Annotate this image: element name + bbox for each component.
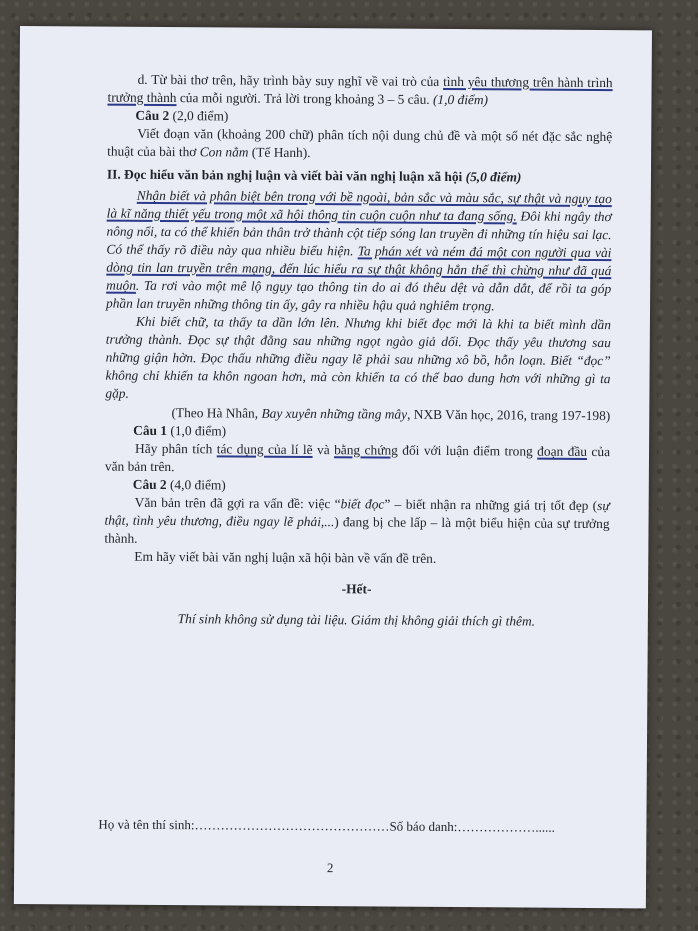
citation: (Theo Hà Nhân, Bay xuyên những tầng mây, NXB Văn học, 2016, trang 197-198) xyxy=(171,405,611,424)
passage-paragraph-2: Khi biết chữ, ta thấy ta dần lớn lên. Nhưng khi biết đọc mới là khi ta biết mình dần trưởng thành. Đọc sự thật đằng sau những ngọt ngào giả dối. Đọc thấy yêu thương sau những giận hờn. Đọc thấu những điều ngay lẽ phải sau những xô bồ, hỗn loạn. Biết “đọc” không chỉ khiến ta khôn ngoan hơn, mà còn khiến ta có thể bao dung hơn với những gì ta gặp. xyxy=(105,313,611,401)
exam-note: Thí sinh không sử dụng tài liệu. Giám thị không giải thích gì thêm. xyxy=(177,611,536,629)
section-2-question-2-text: Văn bản trên đã gợi ra vấn đề: việc “biết đọc” – biết nhận ra những giá trị tốt đẹp (sự thật, tình yêu thương, điều ngay lẽ phải,...) đang bị che lấp – là một biểu hiện của sự trưởng thành. xyxy=(104,494,610,546)
candidate-id-field: Số báo danh:………………...... xyxy=(389,818,555,835)
section-2-question-2-task: Em hãy viết bài văn nghị luận xã hội bàn về vấn đề trên. xyxy=(134,548,437,566)
exam-content xyxy=(104,71,613,632)
end-mark: -Hết- xyxy=(341,581,372,597)
underlined-phrase: tình yêu thương trên hành trình trưởng thành xyxy=(107,73,613,106)
question-2-heading: Câu 2 (2,0 điểm) xyxy=(135,107,229,124)
question-1d: d. Từ bài thơ trên, hãy trình bày suy nghĩ về vai trò của tình yêu thương trên hành trình trưởng thành của mỗi người. Trả lời trong khoảng 3 – 5 câu. (1,0 điểm) xyxy=(107,71,613,108)
section-2-heading: II. Đọc hiểu văn bản nghị luận và viết bài văn nghị luận xã hội (5,0 điểm) xyxy=(106,166,522,185)
candidate-name-field: Họ và tên thí sinh:……………………………………… xyxy=(98,816,390,834)
exam-paper xyxy=(14,26,652,908)
passage-paragraph-1: Nhận biết và phân biệt bên trong với bề ngoài, bản sắc và màu sắc, sự thật và ngụy tạo là kĩ năng thiết yếu trong một xã hội thông tin cuộn cuộn như ta đang sống. Đôi khi ngây thơ nông nổi, ta có thể khiến bản thân trở thành cột tiếp sóng lan truyền đi những tín hiệu sai lạc. Có thể thấy rõ điều này qua nhiều biểu hiện. Ta phán xét và ném đá một con người qua vài dòng tin lan truyền trên mạng, đến lúc hiểu ra sự thật không hẳn thế thì chừng như đã quá muộn. Ta rơi vào một mê lộ ngụy tạo thông tin do ai đó thêu dệt và dẫn dắt, để rồi ta góp phần lan truyền những thông tin ấy, gây ra nhiều hậu quả nghiêm trọng. xyxy=(106,187,612,314)
candidate-info-line xyxy=(98,817,608,837)
passage-underlined-2: Ta phán xét và ném đá một con người qua vài dòng tin lan truyền trên mạng, đến lúc hiểu ra sự thật không hẳn thế thì chừng như đã quá muộn xyxy=(106,243,612,293)
page-number: 2 xyxy=(326,860,334,876)
passage-underlined-1: Nhận biết và phân biệt bên trong với bề ngoài, bản sắc và màu sắc, sự thật và ngụy tạo là kĩ năng thiết yếu trong một xã hội thông tin cuộn cuộn như ta đang sống. xyxy=(106,187,612,224)
section-2-question-1-heading: Câu 1 (1,0 điểm) xyxy=(133,422,227,439)
section-2-question-1-text: Hãy phân tích tác dụng của lí lẽ và bằng chứng đối với luận điểm trong đoạn đầu của văn bản trên. xyxy=(104,440,611,475)
question-2-text: Viết đoạn văn (khoảng 200 chữ) phân tích nội dung chủ đề và một số nét đặc sắc nghệ thuật của bài thơ Con nằm (Tế Hanh). xyxy=(107,125,613,161)
poem-title: Con nằm xyxy=(199,144,249,160)
section-2-question-2-heading: Câu 2 (4,0 điểm) xyxy=(132,476,226,493)
